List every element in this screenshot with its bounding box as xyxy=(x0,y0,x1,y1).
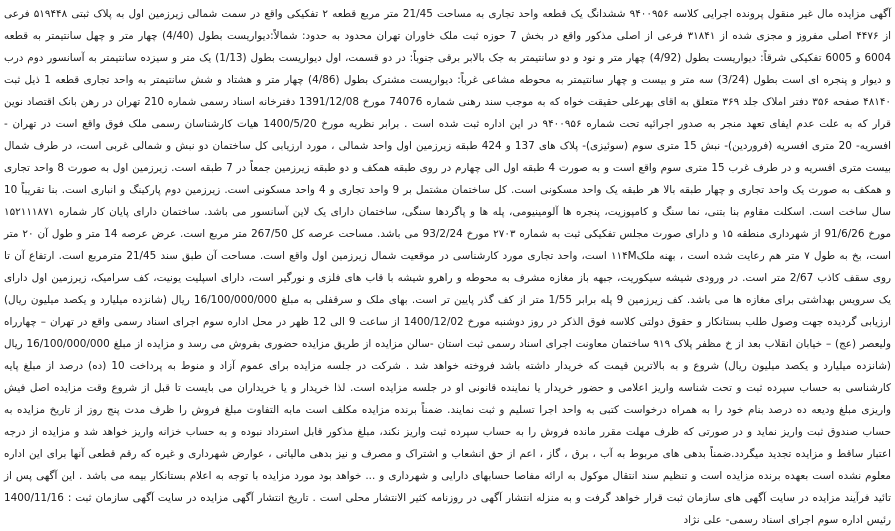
auction-notice-text: آگهی مزایده مال غیر منقول پرونده اجرایی کلاسه ۹۴۰۰۹۵۶ ششدانگ یک قطعه واحد تجاری به مساحت 21/45 متر مربع قطعه ۲ تفکیکی واقع در سمت شمالی زیرزمین اول به پلاک ثبتی ۵۱۹۴۴۸ فرعی از ۴۴۷۶ اصلی مفروز و مجزی شده از ۳۱۸۴۱ فرعی از اصلی مذکور واقع در بخش 7 حوزه ثبت ملک خاوران تهران محدود به حدود: شمالاً:دیواریست بطول (4/40) چهار متر و چهل سانتیمتر به قطعه 6004 و 6005 تفکیکی شرقاً: دیواریست بطول (4/92) چهار متر و نود و دو سانتیمتر به جک بالابر برقی جنوباً: در دو قسمت، اول دیواریست بطول (1/13) یک متر و سیزده سانتیمتر به آسانسور دوم درب و دیوار و پنجره ای است بطول (3/24) سه متر و بیست و چهار سانتیمتر به محوطه مشاعی غرباً: دیواریست مشترک بطول (4/86) چهار متر و هشتاد و شش سانتیمتر به واحد تجاری قطعه 1 ذیل ثبت ۴۸۱۴۰ صفحه ۳۵۶ دفتر املاک جلد ۳۶۹ متعلق به اقای بهرعلی حقیقت خواه که به موجب سند رهنی شماره 74076 مورخ 1391/12/08 دفترخانه اسناد رسمی شماره 210 تهران در رهن بانک اقتصاد نوین قرار که به علت عدم ایفای تعهد منجر به صدور اجرائیه تحت شماره ۹۴۰۰۹۵۶ در این اداره ثبت شده است . برابر نظریه مورخ 1400/5/20 هیات کارشناسان رسمی ملک فوق واقع است در تهران - افسریه- 20 متری افسریه (فروردین)- نبش 15 متری سوم (سوئیزی)- پلاک های 137 و 424 طبقه زیرزمین اول واحد شمالی ، مورد ارزیابی کل ساختمان دو نبش و شمالی غربی است، در طرف شمال بیست متری افسریه و در طرف غرب 15 متری سوم واقع است و به صورت 4 طبقه اول الی چهارم در روی طبقه همکف و دو طبقه زیرزمین جمعاً در 7 طبقه است. زیرزمین اول به صورت 8 واحد تجاری و همکف به صورت یک واحد تجاری و چهار طبقه بالا هر طبقه یک واحد مسکونی است. کل ساختمان مشتمل بر 9 واحد تجاری و 4 واحد مسکونی است. زیرزمین دوم پارکینگ و انباری است. بنا تقریباً 10 سال ساخت است. اسکلت مقاوم بنا بتنی، نما سنگ و کامپوزیت، پنجره ها آلومینیومی، پله ها و پاگردها سنگی، ساختمان دارای یک لاین آسانسور می باشد. ساختمان دارای پایان کار شماره ۱۵۲۱۱۱۸۷۱ مورخ 91/6/26 از شهرداری منطقه ۱۵ و دارای صورت مجلس تفکیکی ثبت به شماره ۲۷۰۳ مورخ 93/2/24 می باشد. مساحت عرصه کل 267/50 متر مربع است. عرض عرصه 14 متر و طول آن ۲۰ متر است، بخ به طول ۷ متر هم رعایت شده است ، بهنه ملک۱۱۴M است، واحد تجاری مورد کارشناسی در موقعیت شمال زیرزمین اول واقع است. مساحت آن طبق سند 21/45 مترمربع است. ارتفاع آن تا روی سقف کاذب 2/67 متر است. در ورودی شیشه سیکوریت، جبهه باز مغازه مشرف به محوطه و راهرو شیشه با قاب های فلزی و نورگیر است، دارای اسپلیت یونیت، کف سرامیک، زیرزمین اول دارای یک سرویس بهداشتی برای مغازه ها می باشد. کف زیرزمین 9 پله برابر 1/55 متر از کف گذر پایین تر است. بهای ملک و سرقفلی به مبلغ 16/100/000/000 ریال (شانزده میلیارد و یکصد میلیون ریال) ارزیابی گردیده جهت وصول طلب بستانکار و حقوق دولتی کلاسه فوق الذکر در روز دوشنبه مورخ 1400/12/02 از ساعت 9 الی 12 ظهر در محل اداره سوم اجرای اسناد رسمی واقع در تهران – چهارراه ولیعصر (عج) – خیابان انقلاب بعد از خ مظفر پلاک ۹۱۹ ساختمان معاونت اجرای اسناد رسمی ثبت استان -سالن مزایده از طریق مزایده حضوری بفروش می رسد و مزایده از مبلغ 16/100/000/000 ریال (شانزده میلیارد و یکصد میلیون ریال) شروع و به بالاترین قیمت که خریدار داشته باشد فروخته خواهد شد . شرکت در جلسه مزایده برای عموم آزاد و منوط به پرداخت 10 (ده) درصد از مبلغ پایه کارشناسی به حساب سپرده ثبت و تحت شناسه واریز اعلامی و حضور خریدار یا نماینده قانونی او در جلسه مزایده است. لذا خریدار و یا خریداران می بایست تا قبل از شروع وقت مزایده اصل فیش واریزی مبلغ ودیعه ده درصد بنام خود را به همراه درخواست کتبی به واحد اجرا تسلیم و ثبت نمایند. ضمناً برنده مزایده مکلف است مابه التفاوت مبلغ فروش را ظرف مدت پنج روز از تاریخ مزایده به حساب صندوق ثبت واریز نماید و در صورتی که ظرف مهلت مقرر مانده فروش را به حساب سپرده ثبت واریز نکند، مبلغ مذکور قابل استرداد نبوده و به حساب خزانه واریز خواهد شد و مزایده از درجه اعتبار ساقط و مزایده تجدید میگردد.ضمناً بدهی های مربوط به آب ، برق ، گاز ، اعم از حق انشعاب و اشتراک و مصرف و نیز بدهی مالیاتی ، عوارض شهرداری و غیره که رقم قطعی آنها برای این اداره معلوم نشده است بعهده برنده مزایده است و تنظیم سند انتقال موکول به ارائه مفاصا حسابهای دارایی و شهرداری و ... خواهد بود مورد مزایده با توجه به اعلام بستانکار بیمه می باشد . این آگهی پس از تائید فرآیند مزایده در سایت آگهی های سازمان ثبت قرار خواهد گرفت و به منزله انتشار آگهی در روزنامه کثیر الانتشار محلی است . تاریخ انتشار آگهی مزایده در سایت آگهی سازمان ثبت : 1400/11/16 رئیس اداره سوم اجرای اسناد رسمی- علی نژاد xyxy=(4,8,892,526)
